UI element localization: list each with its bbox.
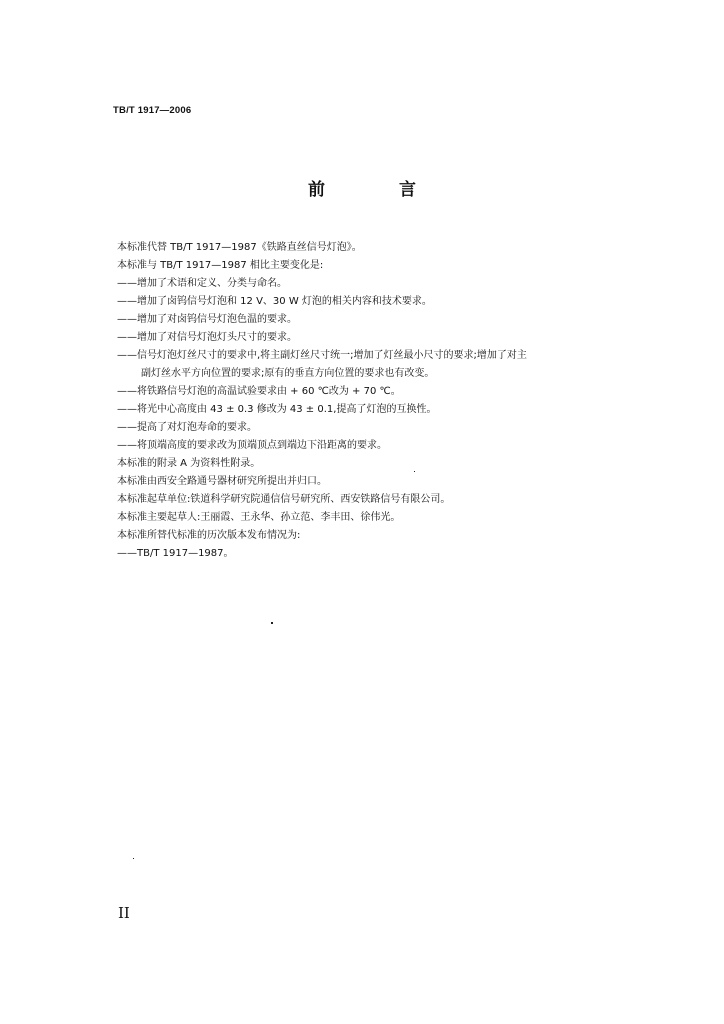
list-item: ——将光中心高度由 43 ± 0.3 修改为 43 ± 0.1,提高了灯泡的互换性。 — [117, 404, 437, 415]
document-code: TB/T 1917—2006 — [113, 105, 192, 116]
list-item: ——增加了对信号灯泡灯头尺寸的要求。 — [117, 332, 297, 343]
page-number: II — [118, 904, 130, 922]
scan-speck — [271, 622, 273, 624]
paragraph: 本标准与 TB/T 1917—1987 相比主要变化是: — [117, 260, 324, 271]
list-item-continuation: 副灯丝水平方向位置的要求;原有的垂直方向位置的要求也有改变。 — [141, 368, 435, 379]
scan-speck — [133, 858, 134, 859]
paragraph: 本标准起草单位:铁道科学研究院通信信号研究所、西安铁路信号有限公司。 — [117, 494, 451, 505]
list-item: ——提高了对灯泡寿命的要求。 — [117, 422, 257, 433]
list-item: ——增加了卤钨信号灯泡和 12 V、30 W 灯泡的相关内容和技术要求。 — [117, 296, 432, 307]
foreword-body — [117, 239, 617, 563]
paragraph: 本标准的附录 A 为资料性附录。 — [117, 458, 261, 469]
list-item: ——信号灯泡灯丝尺寸的要求中,将主副灯丝尺寸统一;增加了灯丝最小尺寸的要求;增加了对主 — [117, 350, 527, 361]
paragraph: 本标准所替代标准的历次版本发布情况为: — [117, 530, 301, 541]
paragraph: 本标准代替 TB/T 1917—1987《铁路直丝信号灯泡》。 — [117, 242, 362, 253]
list-item: ——增加了对卤钨信号灯泡色温的要求。 — [117, 314, 297, 325]
paragraph: 本标准由西安全路通号器材研究所提出并归口。 — [117, 476, 327, 487]
page-title: 前 言 — [308, 180, 450, 200]
paragraph: 本标准主要起草人:王丽霞、王永华、孙立范、李丰田、徐伟光。 — [117, 512, 401, 523]
scan-speck — [414, 471, 415, 472]
list-item: ——TB/T 1917—1987。 — [117, 548, 234, 559]
list-item: ——将铁路信号灯泡的高温试验要求由 + 60 ℃改为 + 70 ℃。 — [117, 386, 401, 397]
list-item: ——将顶端高度的要求改为顶端顶点到端边下沿距离的要求。 — [117, 440, 387, 451]
list-item: ——增加了术语和定义、分类与命名。 — [117, 278, 287, 289]
